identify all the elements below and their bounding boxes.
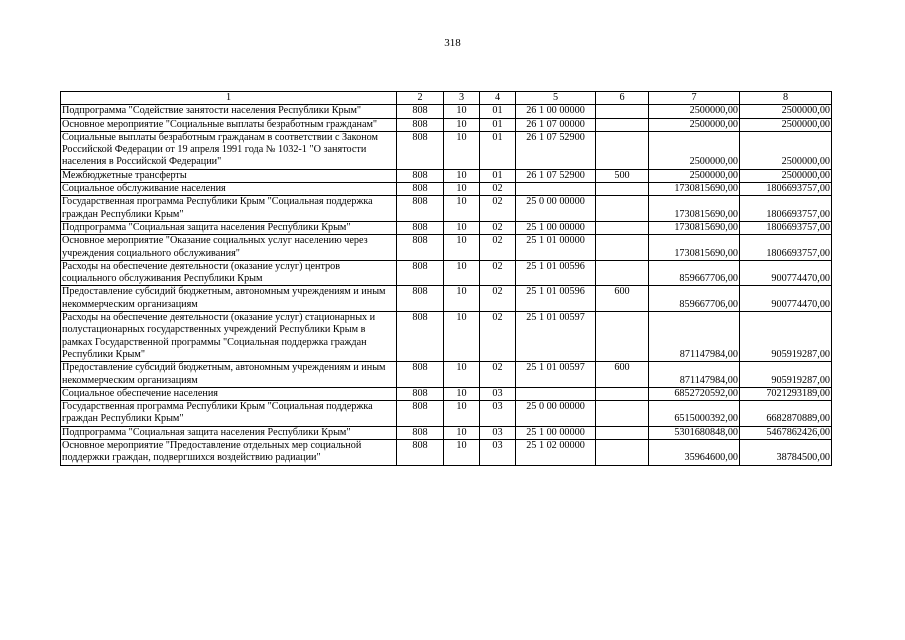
code-admin: 808 [397,221,444,234]
code-admin: 808 [397,286,444,312]
row-name: Социальные выплаты безработным гражданам в соответствии с Законом Российской Федерации от 19 апреля 1991 года № 1032-1 "О занятости населения в Российской Федерации" [61,131,397,169]
table-row [61,260,832,286]
amount-year-1: 5301680848,00 [649,426,740,439]
row-name: Социальное обеспечение населения [61,387,397,400]
code-subsection: 02 [480,362,516,388]
column-header: 8 [740,92,832,105]
code-section: 10 [444,196,480,222]
code-admin: 808 [397,401,444,427]
amount-year-2: 1806693757,00 [740,196,832,222]
code-subsection: 01 [480,131,516,169]
amount-year-2: 900774470,00 [740,260,832,286]
amount-year-1: 2500000,00 [649,131,740,169]
code-subsection: 02 [480,286,516,312]
code-target: 25 1 02 00000 [516,440,596,466]
amount-year-1: 2500000,00 [649,169,740,182]
column-header: 5 [516,92,596,105]
code-target: 26 1 07 52900 [516,169,596,182]
code-admin: 808 [397,260,444,286]
amount-year-1: 871147984,00 [649,362,740,388]
code-admin: 808 [397,105,444,118]
code-expense-type [596,401,649,427]
code-expense-type [596,196,649,222]
code-section: 10 [444,183,480,196]
amount-year-2: 905919287,00 [740,362,832,388]
code-expense-type [596,440,649,466]
code-expense-type [596,183,649,196]
table-row [61,105,832,118]
code-admin: 808 [397,362,444,388]
code-target: 26 1 07 52900 [516,131,596,169]
table-row [61,426,832,439]
amount-year-1: 6852720592,00 [649,387,740,400]
code-section: 10 [444,401,480,427]
table-row [61,183,832,196]
code-target: 25 1 01 00000 [516,235,596,261]
code-expense-type: 600 [596,286,649,312]
amount-year-1: 871147984,00 [649,312,740,362]
amount-year-2: 6682870889,00 [740,401,832,427]
column-header: 1 [61,92,397,105]
code-target: 25 1 01 00596 [516,286,596,312]
code-section: 10 [444,362,480,388]
table-row [61,196,832,222]
code-admin: 808 [397,426,444,439]
row-name: Государственная программа Республики Крым "Социальная поддержка граждан Республики Крым" [61,196,397,222]
amount-year-1: 859667706,00 [649,260,740,286]
row-name: Предоставление субсидий бюджетным, автономным учреждениям и иным некоммерческим организациям [61,286,397,312]
row-name: Расходы на обеспечение деятельности (оказание услуг) центров социального обслуживания Республики Крым [61,260,397,286]
code-section: 10 [444,387,480,400]
code-expense-type [596,118,649,131]
code-subsection: 02 [480,196,516,222]
table-row [61,169,832,182]
code-section: 10 [444,221,480,234]
row-name: Межбюджетные трансферты [61,169,397,182]
amount-year-2: 2500000,00 [740,169,832,182]
code-subsection: 03 [480,401,516,427]
amount-year-2: 2500000,00 [740,118,832,131]
code-subsection: 02 [480,183,516,196]
table-row [61,401,832,427]
row-name: Государственная программа Республики Крым "Социальная поддержка граждан Республики Крым" [61,401,397,427]
code-section: 10 [444,260,480,286]
code-admin: 808 [397,235,444,261]
code-admin: 808 [397,183,444,196]
row-name: Основное мероприятие "Оказание социальных услуг населению через учреждения социального обслуживания" [61,235,397,261]
code-expense-type [596,105,649,118]
row-name: Расходы на обеспечение деятельности (оказание услуг) стационарных и полустационарных государственных учреждений Республики Крым в рамках Государственной программы "Социальная поддержка граждан Республики Крым" [61,312,397,362]
code-admin: 808 [397,387,444,400]
code-section: 10 [444,118,480,131]
amount-year-2: 1806693757,00 [740,221,832,234]
code-subsection: 02 [480,312,516,362]
code-target: 25 0 00 00000 [516,401,596,427]
table-row [61,440,832,466]
column-header: 6 [596,92,649,105]
amount-year-1: 2500000,00 [649,118,740,131]
amount-year-1: 1730815690,00 [649,183,740,196]
code-expense-type [596,426,649,439]
page-number: 318 [444,37,461,49]
code-target: 25 1 00 00000 [516,221,596,234]
row-name: Предоставление субсидий бюджетным, автономным учреждениям и иным некоммерческим организациям [61,362,397,388]
amount-year-1: 859667706,00 [649,286,740,312]
code-target: 25 1 01 00597 [516,312,596,362]
code-subsection: 01 [480,169,516,182]
code-section: 10 [444,440,480,466]
table-row [61,362,832,388]
code-admin: 808 [397,196,444,222]
amount-year-2: 2500000,00 [740,105,832,118]
column-header: 3 [444,92,480,105]
header-row [61,92,832,105]
code-expense-type: 500 [596,169,649,182]
code-section: 10 [444,286,480,312]
column-header: 2 [397,92,444,105]
code-expense-type [596,221,649,234]
code-subsection: 03 [480,440,516,466]
code-expense-type: 600 [596,362,649,388]
code-target [516,387,596,400]
row-name: Подпрограмма "Социальная защита населения Республики Крым" [61,426,397,439]
table-row [61,312,832,362]
amount-year-2: 38784500,00 [740,440,832,466]
code-target: 25 1 01 00597 [516,362,596,388]
code-target [516,183,596,196]
code-expense-type [596,312,649,362]
amount-year-2: 5467862426,00 [740,426,832,439]
code-section: 10 [444,131,480,169]
amount-year-1: 35964600,00 [649,440,740,466]
amount-year-1: 1730815690,00 [649,221,740,234]
code-target: 25 0 00 00000 [516,196,596,222]
code-expense-type [596,235,649,261]
code-section: 10 [444,312,480,362]
code-subsection: 02 [480,260,516,286]
row-name: Социальное обслуживание населения [61,183,397,196]
table-row [61,235,832,261]
code-admin: 808 [397,169,444,182]
code-admin: 808 [397,440,444,466]
row-name: Основное мероприятие "Социальные выплаты безработным гражданам" [61,118,397,131]
amount-year-2: 1806693757,00 [740,183,832,196]
code-subsection: 02 [480,235,516,261]
table-row [61,387,832,400]
code-target: 26 1 07 00000 [516,118,596,131]
table-row [61,131,832,169]
code-subsection: 02 [480,221,516,234]
amount-year-1: 2500000,00 [649,105,740,118]
code-admin: 808 [397,131,444,169]
code-admin: 808 [397,118,444,131]
code-subsection: 01 [480,105,516,118]
amount-year-2: 2500000,00 [740,131,832,169]
table-row [61,286,832,312]
code-target: 26 1 00 00000 [516,105,596,118]
code-admin: 808 [397,312,444,362]
code-subsection: 03 [480,426,516,439]
column-header: 4 [480,92,516,105]
amount-year-1: 6515000392,00 [649,401,740,427]
row-name: Основное мероприятие "Предоставление отдельных мер социальной поддержки граждан, подвергшихся воздействию радиации" [61,440,397,466]
code-target: 25 1 01 00596 [516,260,596,286]
table-row [61,118,832,131]
amount-year-2: 7021293189,00 [740,387,832,400]
amount-year-2: 905919287,00 [740,312,832,362]
amount-year-2: 1806693757,00 [740,235,832,261]
amount-year-1: 1730815690,00 [649,196,740,222]
code-expense-type [596,387,649,400]
column-header: 7 [649,92,740,105]
budget-table [60,91,832,466]
code-section: 10 [444,169,480,182]
code-section: 10 [444,235,480,261]
row-name: Подпрограмма "Социальная защита населения Республики Крым" [61,221,397,234]
code-target: 25 1 00 00000 [516,426,596,439]
code-section: 10 [444,105,480,118]
amount-year-1: 1730815690,00 [649,235,740,261]
row-name: Подпрограмма "Содействие занятости населения Республики Крым" [61,105,397,118]
code-expense-type [596,131,649,169]
table-row [61,221,832,234]
code-subsection: 01 [480,118,516,131]
amount-year-2: 900774470,00 [740,286,832,312]
code-section: 10 [444,426,480,439]
code-expense-type [596,260,649,286]
code-subsection: 03 [480,387,516,400]
